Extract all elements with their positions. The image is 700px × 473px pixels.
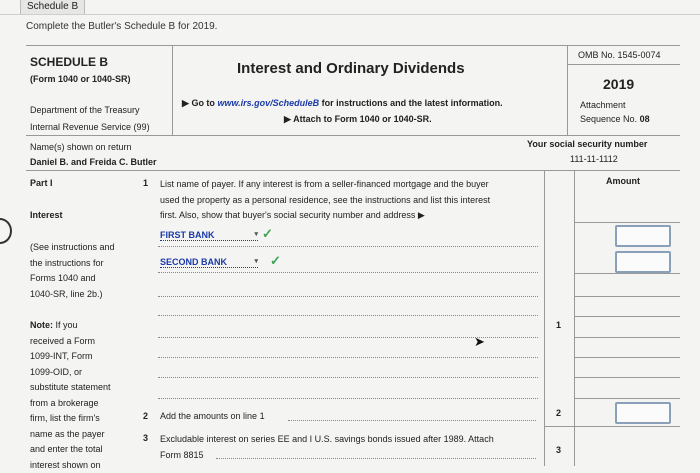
- checkmark-icon: ✓: [262, 226, 273, 241]
- divider: [26, 45, 680, 46]
- dot-leader: [216, 458, 536, 459]
- payer-row: [158, 272, 538, 273]
- line2-text: Add the amounts on line 1: [160, 411, 265, 421]
- divider: [0, 14, 700, 15]
- part-title: Interest: [30, 210, 63, 220]
- divider: [574, 296, 680, 297]
- ssn-label: Your social security number: [527, 139, 648, 149]
- payer-row: [158, 398, 538, 399]
- amount-input-line2[interactable]: [615, 402, 671, 424]
- irs-link[interactable]: www.irs.gov/ScheduleB: [217, 98, 320, 108]
- amount-input-2[interactable]: [615, 251, 671, 273]
- line-number: 3: [143, 433, 149, 443]
- payer-select-1[interactable]: FIRST BANK ▾: [160, 230, 258, 240]
- note-text: Note: If you received a Form 1099-INT, Form 1099-OID, or substitute statement from a brokerage firm, list the firm's name as the payer and enter the total interest shown on: [30, 320, 111, 470]
- dot-leader: [288, 420, 536, 421]
- divider: [26, 135, 680, 136]
- form-reference: (Form 1040 or 1040-SR): [30, 74, 131, 84]
- checkmark-icon: ✓: [270, 253, 281, 268]
- divider: [26, 170, 680, 171]
- ssn-value: 111-11-1112: [570, 154, 618, 164]
- sequence: Sequence No. 08: [580, 114, 650, 124]
- divider: [172, 45, 173, 135]
- amount-header: Amount: [606, 176, 640, 186]
- arrow-right-icon: ▶: [182, 98, 189, 108]
- payer-row: [158, 296, 538, 297]
- divider: [574, 377, 680, 378]
- arrow-right-icon: ▶: [284, 114, 291, 124]
- divider: [567, 64, 680, 65]
- instruction-text: Complete the Butler's Schedule B for 2019.: [26, 21, 218, 32]
- divider: [544, 170, 545, 466]
- divider: [574, 337, 680, 338]
- circle-marker-icon: [0, 218, 12, 244]
- divider: [574, 273, 680, 274]
- schedule-title: SCHEDULE B: [30, 55, 109, 69]
- part-label: Part I: [30, 178, 53, 188]
- mouse-pointer-icon: ➤: [474, 334, 485, 349]
- attachment-label: Attachment: [580, 100, 626, 110]
- line3-text: Excludable interest on series EE and I U.S. savings bonds issued after 1989. Attach Form 8815: [160, 434, 494, 460]
- line1-text: List name of payer. If any interest is from a seller-financed mortgage and the buyer used the property as a personal residence, see the instructions and list this interest first. Also, show that buyer's social security number and address ▶: [160, 179, 491, 220]
- tax-year: 2019: [603, 76, 635, 92]
- dropdown-arrow-icon[interactable]: ▾: [254, 231, 258, 238]
- line-label: 2: [556, 408, 562, 418]
- dropdown-arrow-icon[interactable]: ▾: [254, 258, 258, 265]
- payer-select-2[interactable]: SECOND BANK ▾: [160, 257, 258, 267]
- divider: [574, 222, 680, 223]
- line-label: 3: [556, 445, 562, 455]
- line-number: 1: [143, 178, 149, 188]
- form-title: Interest and Ordinary Dividends: [237, 60, 465, 77]
- names-label: Name(s) shown on return: [30, 142, 132, 152]
- goto-instructions: ▶ Go to www.irs.gov/ScheduleB for instructions and the latest information.: [182, 98, 503, 108]
- payer-row: [158, 377, 538, 378]
- payer-row: [158, 246, 538, 247]
- line-number: 2: [143, 411, 149, 421]
- amount-input-1[interactable]: [615, 225, 671, 247]
- payer-row: [158, 357, 538, 358]
- names-value: Daniel B. and Freida C. Butler: [30, 157, 157, 167]
- see-instructions: (See instructions and the instructions for Forms 1040 and 1040-SR, line 2b.): [30, 242, 115, 299]
- window-tab[interactable]: Schedule B: [20, 0, 85, 15]
- attach-note: ▶ Attach to Form 1040 or 1040-SR.: [284, 114, 432, 124]
- divider: [567, 45, 568, 135]
- divider: [574, 170, 575, 466]
- irs-name: Internal Revenue Service (99): [30, 122, 150, 132]
- line-label: 1: [556, 320, 562, 330]
- department: Department of the Treasury: [30, 105, 140, 115]
- divider: [574, 357, 680, 358]
- omb-number: OMB No. 1545-0074: [578, 50, 661, 60]
- payer-row: [158, 315, 538, 316]
- divider: [544, 426, 680, 427]
- divider: [574, 316, 680, 317]
- divider: [574, 398, 680, 399]
